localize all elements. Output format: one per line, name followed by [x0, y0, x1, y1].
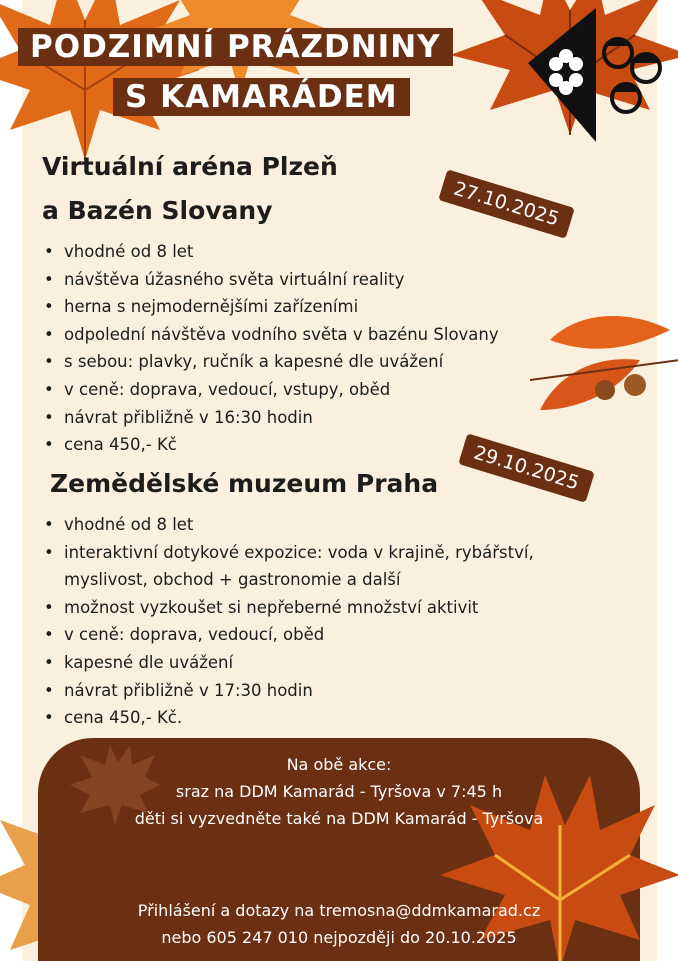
list-item: • kapesné dle uvážení: [42, 649, 534, 677]
footer-line1: Na obě akce:: [286, 755, 392, 774]
list-item: • návštěva úžasného světa virtuální reality: [42, 266, 499, 294]
list-item: • možnost vyzkoušet si nepřeberné množství aktivit: [42, 594, 534, 622]
list-item: • vhodné od 8 let: [42, 238, 499, 266]
list-item: • odpolední návštěva vodního světa v bazénu Slovany: [42, 321, 499, 349]
list-item: • cena 450,- Kč.: [42, 704, 534, 732]
list-item: • herna s nejmodernějšími zařízeními: [42, 293, 499, 321]
list-item: • interaktivní dotykové expozice: voda v krajině, rybářství,: [42, 539, 534, 567]
contact-line1: Přihlášení a dotazy na tremosna@ddmkamarad.cz: [137, 901, 541, 920]
page-title-line1: PODZIMNÍ PRÁZDNINY: [18, 28, 453, 66]
list-item: • s sebou: plavky, ručník a kapesné dle uvážení: [42, 348, 499, 376]
footer-line2: sraz na DDM Kamarád - Tyršova v 7:45 h: [175, 782, 503, 801]
page-title-line2: S KAMARÁDEM: [113, 78, 410, 116]
trip1-date-badge: 27.10.2025: [438, 169, 574, 238]
list-item: • návrat přibližně v 16:30 hodin: [42, 404, 499, 432]
trip1-list: [42, 238, 499, 459]
list-item: • vhodné od 8 let: [42, 511, 534, 539]
oak-leaves-icon: [530, 300, 678, 430]
footer-line3: děti si vyzvedněte také na DDM Kamarád - Tyršova: [134, 809, 544, 828]
trip2-list: [42, 511, 534, 732]
list-item: • v ceně: doprava, vedoucí, vstupy, oběd: [42, 376, 499, 404]
list-item: • cena 450,- Kč: [42, 431, 499, 459]
list-item: • v ceně: doprava, vedoucí, oběd: [42, 621, 534, 649]
contact-line2: nebo 605 247 010 nejpozději do 20.10.2025: [161, 928, 517, 947]
list-item: • návrat přibližně v 17:30 hodin: [42, 677, 534, 705]
list-item-continuation: myslivost, obchod + gastronomie a další: [64, 570, 401, 590]
trip1-heading-line2: a Bazén Slovany: [42, 196, 273, 225]
trip2-heading: Zemědělské muzeum Praha: [50, 469, 439, 498]
trip2-date-badge: 29.10.2025: [458, 433, 594, 502]
trip1-heading-line1: Virtuální aréna Plzeň: [42, 152, 338, 181]
ddm-kamarad-logo: [528, 8, 670, 142]
